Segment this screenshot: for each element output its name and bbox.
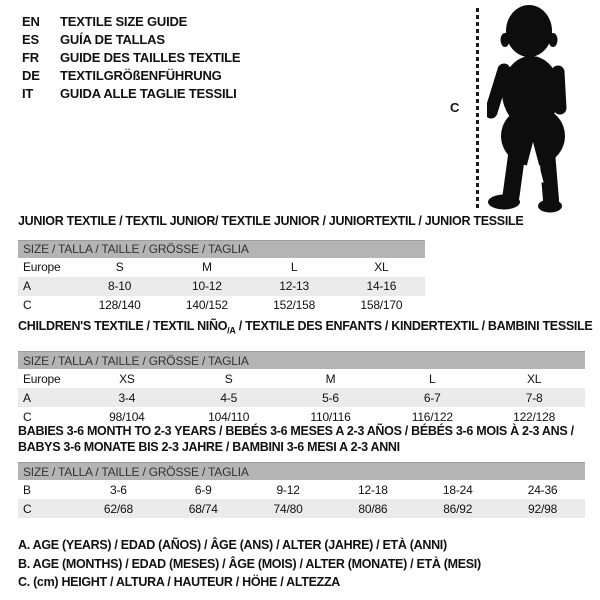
size-cell: 86/92	[443, 501, 473, 516]
size-cell: 9-12	[276, 482, 300, 497]
size-cell: 10-12	[192, 279, 222, 293]
legend	[18, 536, 481, 592]
size-cell: XL	[374, 260, 389, 274]
language-code: IT	[22, 86, 34, 101]
size-cell: XL	[526, 371, 542, 386]
language-code: DE	[22, 68, 40, 83]
size-cell: 98/104	[109, 409, 145, 424]
row-label: C	[23, 298, 32, 312]
language-list	[22, 13, 240, 103]
junior-textile-section	[18, 214, 524, 315]
language-row	[22, 85, 240, 103]
size-cell: 122/128	[513, 409, 556, 424]
table-row	[18, 277, 425, 296]
language-code: ES	[22, 32, 39, 47]
row-label: B	[23, 482, 31, 497]
size-cell: 92/98	[528, 501, 558, 516]
size-cell: 24-36	[527, 482, 558, 497]
language-row	[22, 67, 240, 85]
size-header-bar: SIZE / TALLA / TAILLE / GRÖSSE / TAGLIA	[18, 463, 585, 481]
language-code: FR	[22, 50, 39, 65]
size-cell: 12-13	[279, 279, 309, 293]
size-cell: 74/80	[273, 501, 303, 516]
size-cell: 8-10	[108, 279, 132, 293]
size-table-body	[18, 480, 585, 518]
size-cell: S	[224, 371, 233, 386]
size-cell: XS	[119, 371, 135, 386]
language-row	[22, 31, 240, 49]
table-row	[18, 296, 425, 315]
size-cell: 7-8	[525, 390, 543, 405]
size-cell: 110/116	[310, 409, 351, 424]
height-dashed-line	[476, 8, 479, 208]
table-title	[18, 214, 524, 230]
language-row	[22, 49, 240, 67]
size-table	[18, 462, 585, 518]
size-cell: 6-9	[194, 482, 212, 497]
row-label: A	[23, 279, 31, 293]
table-row	[18, 480, 585, 499]
table-title-line: JUNIOR TEXTILE / TEXTIL JUNIOR/ TEXTILE JUNIOR / JUNIORTEXTIL / JUNIOR TESSILE	[18, 214, 524, 228]
table-title-line: BABIES 3-6 MONTH TO 2-3 YEARS / BEBÉS 3-6 MESES A 2-3 AÑOS / BÉBÉS 3-6 MOIS À 2-3 ANS /	[18, 424, 574, 438]
row-label: C	[23, 409, 32, 424]
size-table-body	[18, 369, 585, 426]
size-cell: M	[325, 371, 336, 386]
table-title	[18, 319, 593, 339]
size-header-bar: SIZE / TALLA / TAILLE / GRÖSSE / TAGLIA	[18, 240, 425, 258]
table-title-line: CHILDREN'S TEXTILE / TEXTIL $NIÑO_{/A}$ / TEXTILE DES ENFANTS / KINDERTEXTIL / BAMBINI TESSILE	[18, 319, 593, 336]
size-cell: 18-24	[442, 482, 473, 497]
size-cell: 104/110	[208, 409, 250, 424]
baby-silhouette-image	[487, 4, 597, 216]
size-cell: 158/170	[360, 298, 403, 312]
row-label: Europe	[23, 260, 61, 274]
size-cell: S	[115, 260, 124, 274]
language-code: EN	[22, 14, 40, 29]
baby-silhouette-shape	[488, 5, 565, 213]
size-cell: 140/152	[185, 298, 228, 312]
language-label: GUIDA ALLE TAGLIE TESSILI	[60, 86, 237, 101]
language-label: GUÍA DE TALLAS	[60, 32, 165, 47]
size-cell: L	[429, 371, 436, 386]
size-cell: 14-16	[366, 279, 397, 293]
size-table	[18, 240, 425, 315]
table-title-line: BABYS 3-6 MONATE BIS 2-3 JAHRE / BAMBINI 3-6 MESI A 2-3 ANNI	[18, 439, 400, 454]
language-row	[22, 13, 240, 31]
legend-line: A. AGE (YEARS) / EDAD (AÑOS) / ÂGE (ANS) / ALTER (JAHRE) / ETÀ (ANNI)	[18, 538, 447, 552]
language-label: GUIDE DES TAILLES TEXTILE	[60, 50, 241, 65]
table-title	[18, 424, 585, 455]
size-cell: 152/158	[273, 298, 316, 312]
legend-line: C. (cm) HEIGHT / ALTURA / HAUTEUR / HÖHE / ALTEZZA	[18, 575, 341, 589]
row-label: C	[23, 501, 32, 516]
size-cell: 3-6	[110, 482, 127, 497]
legend-line: B. AGE (MONTHS) / EDAD (MESES) / ÂGE (MOIS) / ALTER (MONATE) / ETÀ (MESI)	[18, 556, 481, 571]
size-cell: 5-6	[322, 390, 339, 405]
size-cell: L	[290, 260, 298, 274]
language-label: TEXTILE SIZE GUIDE	[60, 14, 188, 29]
size-table-body	[18, 258, 425, 315]
table-row	[18, 499, 585, 518]
childrens-textile-section	[18, 319, 593, 426]
table-row	[18, 369, 585, 388]
row-label: A	[23, 390, 31, 405]
language-label: TEXTILGRÖßENFÜHRUNG	[60, 68, 222, 83]
babies-textile-section	[18, 424, 585, 518]
size-cell: 80/86	[358, 501, 388, 516]
size-cell: 4-5	[220, 390, 238, 405]
table-row	[18, 258, 425, 277]
size-cell: 62/68	[103, 501, 133, 516]
size-cell: 68/74	[188, 501, 218, 516]
size-cell: 12-18	[358, 482, 388, 497]
size-cell: 128/140	[98, 298, 141, 312]
size-cell: M	[201, 260, 212, 274]
size-table	[18, 351, 585, 426]
row-label: Europe	[23, 371, 61, 386]
size-cell: 116/122	[411, 409, 453, 424]
size-cell: 6-7	[423, 390, 441, 405]
size-header-bar: SIZE / TALLA / TAILLE / GRÖSSE / TAGLIA	[18, 352, 585, 370]
table-row	[18, 388, 585, 407]
size-cell: 3-4	[118, 390, 136, 405]
measure-label-c: C	[450, 100, 460, 115]
